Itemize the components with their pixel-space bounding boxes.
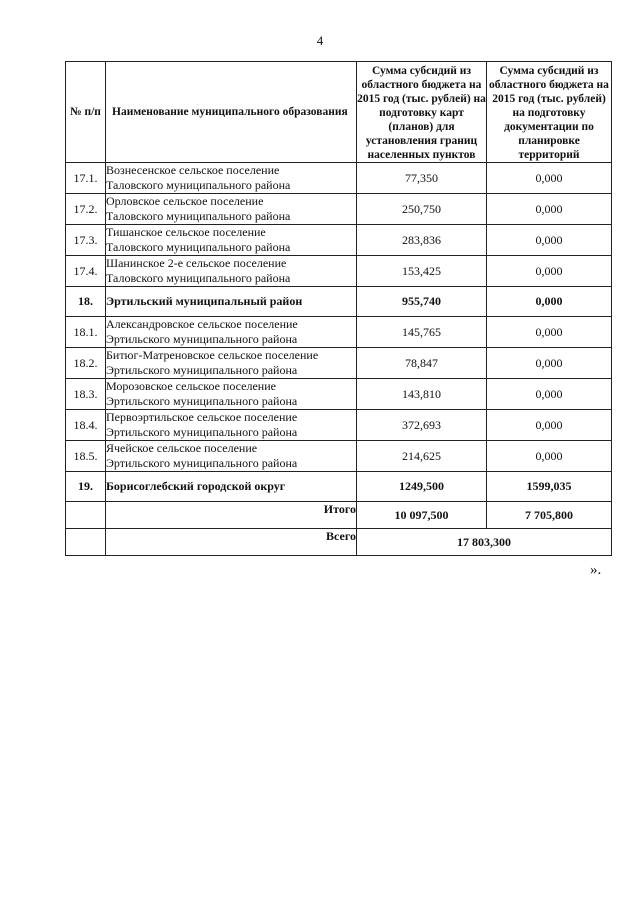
itogo-value-b: 7 705,800 <box>487 502 612 529</box>
header-num: № п/п <box>66 62 106 163</box>
row-name: Шанинское 2-е сельское поселение Таловского муниципального района <box>106 256 357 287</box>
row-value-a: 372,693 <box>357 410 487 441</box>
itogo-empty-cell <box>66 502 106 529</box>
row-value-b: 0,000 <box>487 194 612 225</box>
row-num: 18.5. <box>66 441 106 472</box>
row-value-b: 0,000 <box>487 287 612 317</box>
page-number: 4 <box>316 33 324 48</box>
row-value-a: 250,750 <box>357 194 487 225</box>
row-num: 18.2. <box>66 348 106 379</box>
row-name: Первоэртильское сельское поселение Эртильского муниципального района <box>106 410 357 441</box>
table-row <box>66 163 612 194</box>
row-num: 17.1. <box>66 163 106 194</box>
itogo-row <box>66 502 612 529</box>
row-num: 18.1. <box>66 317 106 348</box>
subsidy-table <box>65 61 612 556</box>
table-row-district <box>66 472 612 502</box>
row-value-a: 1249,500 <box>357 472 487 502</box>
closing-quote-mark: ». <box>590 562 602 578</box>
vsego-value: 17 803,300 <box>357 529 612 556</box>
row-value-a: 153,425 <box>357 256 487 287</box>
table-row <box>66 441 612 472</box>
row-name: Орловское сельское поселение Таловского муниципального района <box>106 194 357 225</box>
row-value-a: 78,847 <box>357 348 487 379</box>
row-value-b: 0,000 <box>487 441 612 472</box>
header-col-b: Сумма субсидий из областного бюджета на 2015 год (тыс. рублей) на подготовку документации по планировке территорий <box>487 62 612 163</box>
vsego-empty-cell <box>66 529 106 556</box>
table-row <box>66 410 612 441</box>
row-num: 18. <box>66 287 106 317</box>
row-value-b: 0,000 <box>487 256 612 287</box>
row-num: 17.3. <box>66 225 106 256</box>
row-name: Эртильский муниципальный район <box>106 287 357 317</box>
row-name: Борисоглебский городской округ <box>106 472 357 502</box>
table-row <box>66 225 612 256</box>
row-value-a: 77,350 <box>357 163 487 194</box>
row-value-a: 283,836 <box>357 225 487 256</box>
table-row <box>66 256 612 287</box>
row-value-b: 0,000 <box>487 410 612 441</box>
row-num: 18.3. <box>66 379 106 410</box>
row-value-a: 955,740 <box>357 287 487 317</box>
row-name: Тишанское сельское поселение Таловского муниципального района <box>106 225 357 256</box>
itogo-value-a: 10 097,500 <box>357 502 487 529</box>
table-row <box>66 194 612 225</box>
row-value-b: 0,000 <box>487 348 612 379</box>
row-value-b: 0,000 <box>487 379 612 410</box>
row-name: Вознесенское сельское поселение Таловского муниципального района <box>106 163 357 194</box>
row-name: Битюг-Матреновское сельское поселение Эртильского муниципального района <box>106 348 357 379</box>
table-row <box>66 348 612 379</box>
vsego-row <box>66 529 612 556</box>
row-num: 17.4. <box>66 256 106 287</box>
row-value-b: 0,000 <box>487 163 612 194</box>
row-value-b: 0,000 <box>487 317 612 348</box>
table-row <box>66 379 612 410</box>
row-num: 19. <box>66 472 106 502</box>
row-value-a: 145,765 <box>357 317 487 348</box>
row-value-b: 1599,035 <box>487 472 612 502</box>
row-value-b: 0,000 <box>487 225 612 256</box>
vsego-label: Всего <box>106 529 357 556</box>
header-name: Наименование муниципального образования <box>106 62 357 163</box>
row-num: 18.4. <box>66 410 106 441</box>
row-value-a: 214,625 <box>357 441 487 472</box>
itogo-label: Итого <box>106 502 357 529</box>
table-header-row <box>66 62 612 163</box>
row-name: Морозовское сельское поселение Эртильского муниципального района <box>106 379 357 410</box>
table-row <box>66 317 612 348</box>
row-num: 17.2. <box>66 194 106 225</box>
header-col-a: Сумма субсидий из областного бюджета на 2015 год (тыс. рублей) на подготовку карт (планов) для установления границ населенных пунктов <box>357 62 487 163</box>
row-name: Александровское сельское поселение Эртильского муниципального района <box>106 317 357 348</box>
row-value-a: 143,810 <box>357 379 487 410</box>
table-row-district <box>66 287 612 317</box>
row-name: Ячейское сельское поселение Эртильского муниципального района <box>106 441 357 472</box>
